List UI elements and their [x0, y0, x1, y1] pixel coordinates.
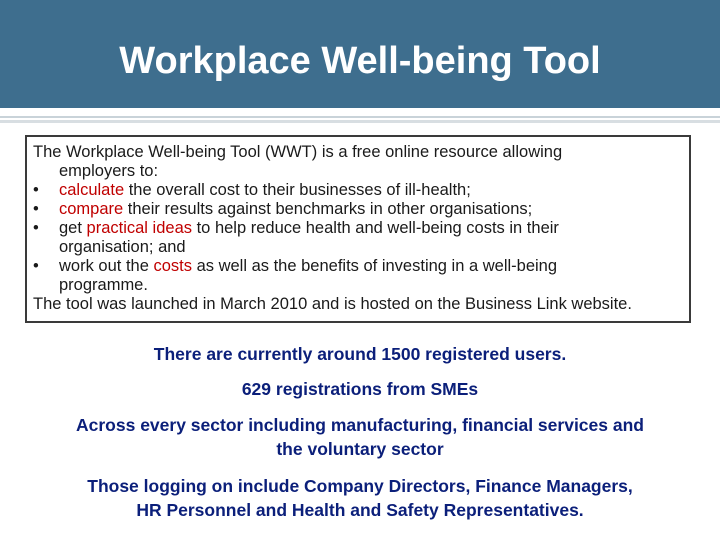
bullet-item-practical-ideas — [33, 219, 685, 238]
highlight-text: compare — [59, 200, 124, 218]
registered-users-stat: There are currently around 1500 registered users. — [153, 344, 567, 364]
intro-line: The Workplace Well-being Tool (WWT) is a free online resource allowing — [33, 143, 563, 161]
highlight-text: costs — [153, 257, 192, 275]
slide-title: Workplace Well-being Tool — [119, 40, 601, 82]
bullet-icon: • — [33, 181, 39, 199]
bullet-item-compare — [33, 200, 685, 219]
bullet-item-costs — [33, 257, 685, 276]
intro-line-continued: employers to: — [59, 162, 159, 180]
logging-line-2: HR Personnel and Health and Safety Representatives. — [136, 500, 584, 520]
logging-stat — [0, 474, 720, 522]
sectors-line-1: Across every sector including manufacturing, financial services and — [76, 415, 644, 435]
sectors-stat — [0, 413, 720, 461]
bullet-text: their results against benchmarks in other organisations; — [123, 200, 533, 218]
sme-registrations-stat: 629 registrations from SMEs — [241, 379, 479, 399]
logging-line-1: Those logging on include Company Directors, Finance Managers, — [87, 476, 633, 496]
bullet-icon: • — [33, 200, 39, 218]
highlight-text: practical ideas — [86, 219, 193, 237]
sectors-line-2: the voluntary sector — [276, 439, 444, 459]
bullet-prefix: get — [59, 219, 87, 237]
closing-line: The tool was launched in March 2010 and is hosted on the Business Link website. — [33, 295, 632, 313]
bullet-text: to help reduce health and well-being costs in their — [192, 219, 559, 237]
title-bar — [0, 0, 720, 108]
description-box — [25, 135, 691, 323]
highlight-text: calculate — [59, 181, 125, 199]
bullet-text: as well as the benefits of investing in a well-being — [191, 257, 558, 275]
bullet-icon: • — [33, 219, 39, 237]
bullet-continuation: organisation; and — [59, 238, 186, 256]
bullet-text: the overall cost to their businesses of ill-health; — [124, 181, 471, 199]
bullet-item-calculate — [33, 181, 685, 200]
divider-line — [0, 116, 720, 118]
bullet-continuation: programme. — [59, 276, 148, 294]
bullet-icon: • — [33, 257, 39, 275]
divider-line-secondary — [0, 120, 720, 123]
bullet-prefix: work out the — [59, 257, 154, 275]
